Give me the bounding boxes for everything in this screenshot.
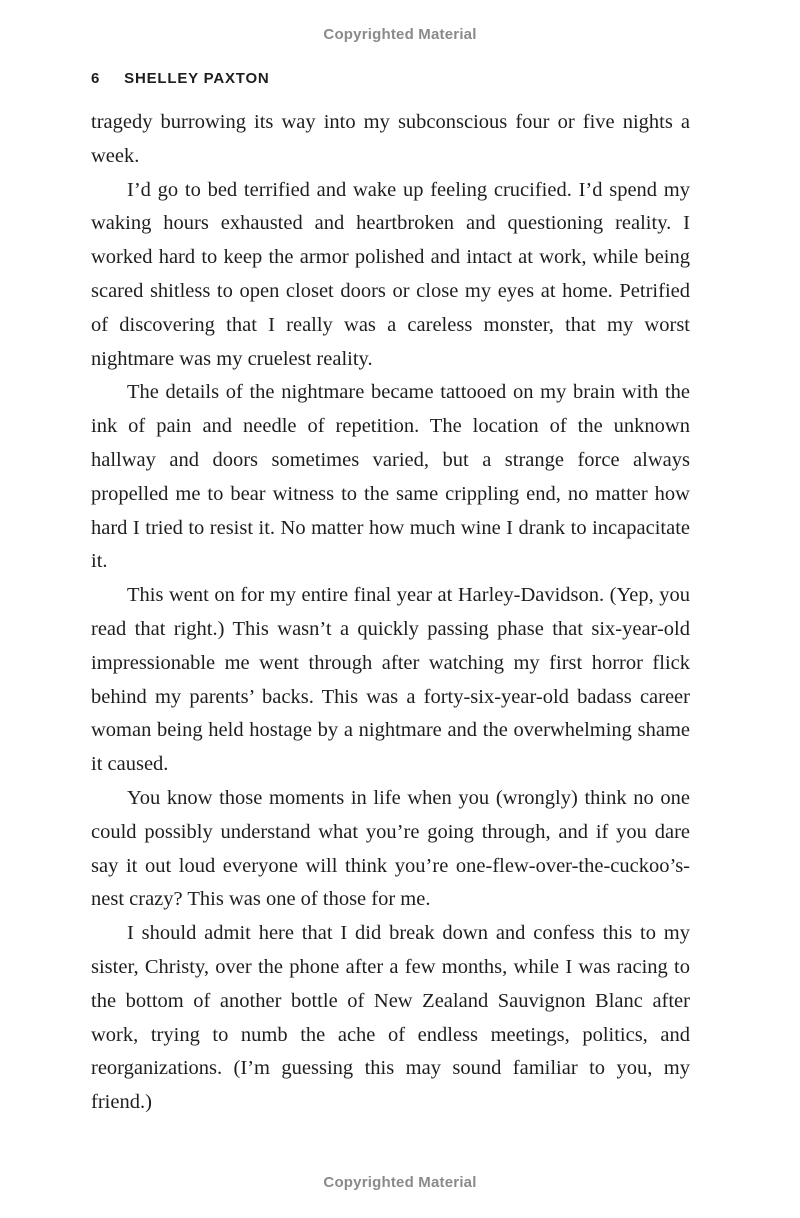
page-number: 6	[91, 70, 101, 87]
paragraph-continued: tragedy burrowing its way into my subconscious four or five nights a week.	[91, 111, 690, 167]
paragraph: You know those moments in life when you (wrongly) think no one could possibly understand what you’re going through, and if you dare say it out loud everyone will think you’re one-flew-over-the-cuckoo’s-nest crazy? This was one of those for me.	[91, 786, 690, 911]
paragraph: The details of the nightmare became tattooed on my brain with the ink of pain and needle of repetition. The location of the unknown hallway and doors sometimes varied, but a strange force always propelled me to bear witness to the same crippling end, no matter how hard I tried to resist it. No matter how much wine I drank to incapacitate it.	[91, 381, 690, 573]
author-name: SHELLEY PAXTON	[124, 70, 270, 87]
copyright-watermark-bottom: Copyrighted Material	[323, 1174, 477, 1191]
page-body	[91, 106, 690, 1120]
copyright-watermark-top: Copyrighted Material	[323, 26, 477, 43]
paragraph: This went on for my entire final year at Harley-Davidson. (Yep, you read that right.) This wasn’t a quickly passing phase that six-year-old impressionable me went through after watching my first horror flick behind my parents’ backs. This was a forty-six-year-old badass career woman being held hostage by a nightmare and the overwhelming shame it caused.	[91, 584, 690, 776]
running-header	[91, 70, 270, 87]
paragraph: I’d go to bed terrified and wake up feeling crucified. I’d spend my waking hours exhausted and heartbroken and questioning reality. I worked hard to keep the armor polished and intact at work, while being scared shitless to open closet doors or close my eyes at home. Petrified of discovering that I really was a careless monster, that my worst nightmare was my cruelest reality.	[91, 178, 690, 370]
paragraph: I should admit here that I did break down and confess this to my sister, Christy, over the phone after a few months, while I was racing to the bottom of another bottle of New Zealand Sauvignon Blanc after work, trying to numb the ache of endless meetings, politics, and reorganizations. (I’m guessing this may sound familiar to you, my friend.)	[91, 922, 690, 1114]
